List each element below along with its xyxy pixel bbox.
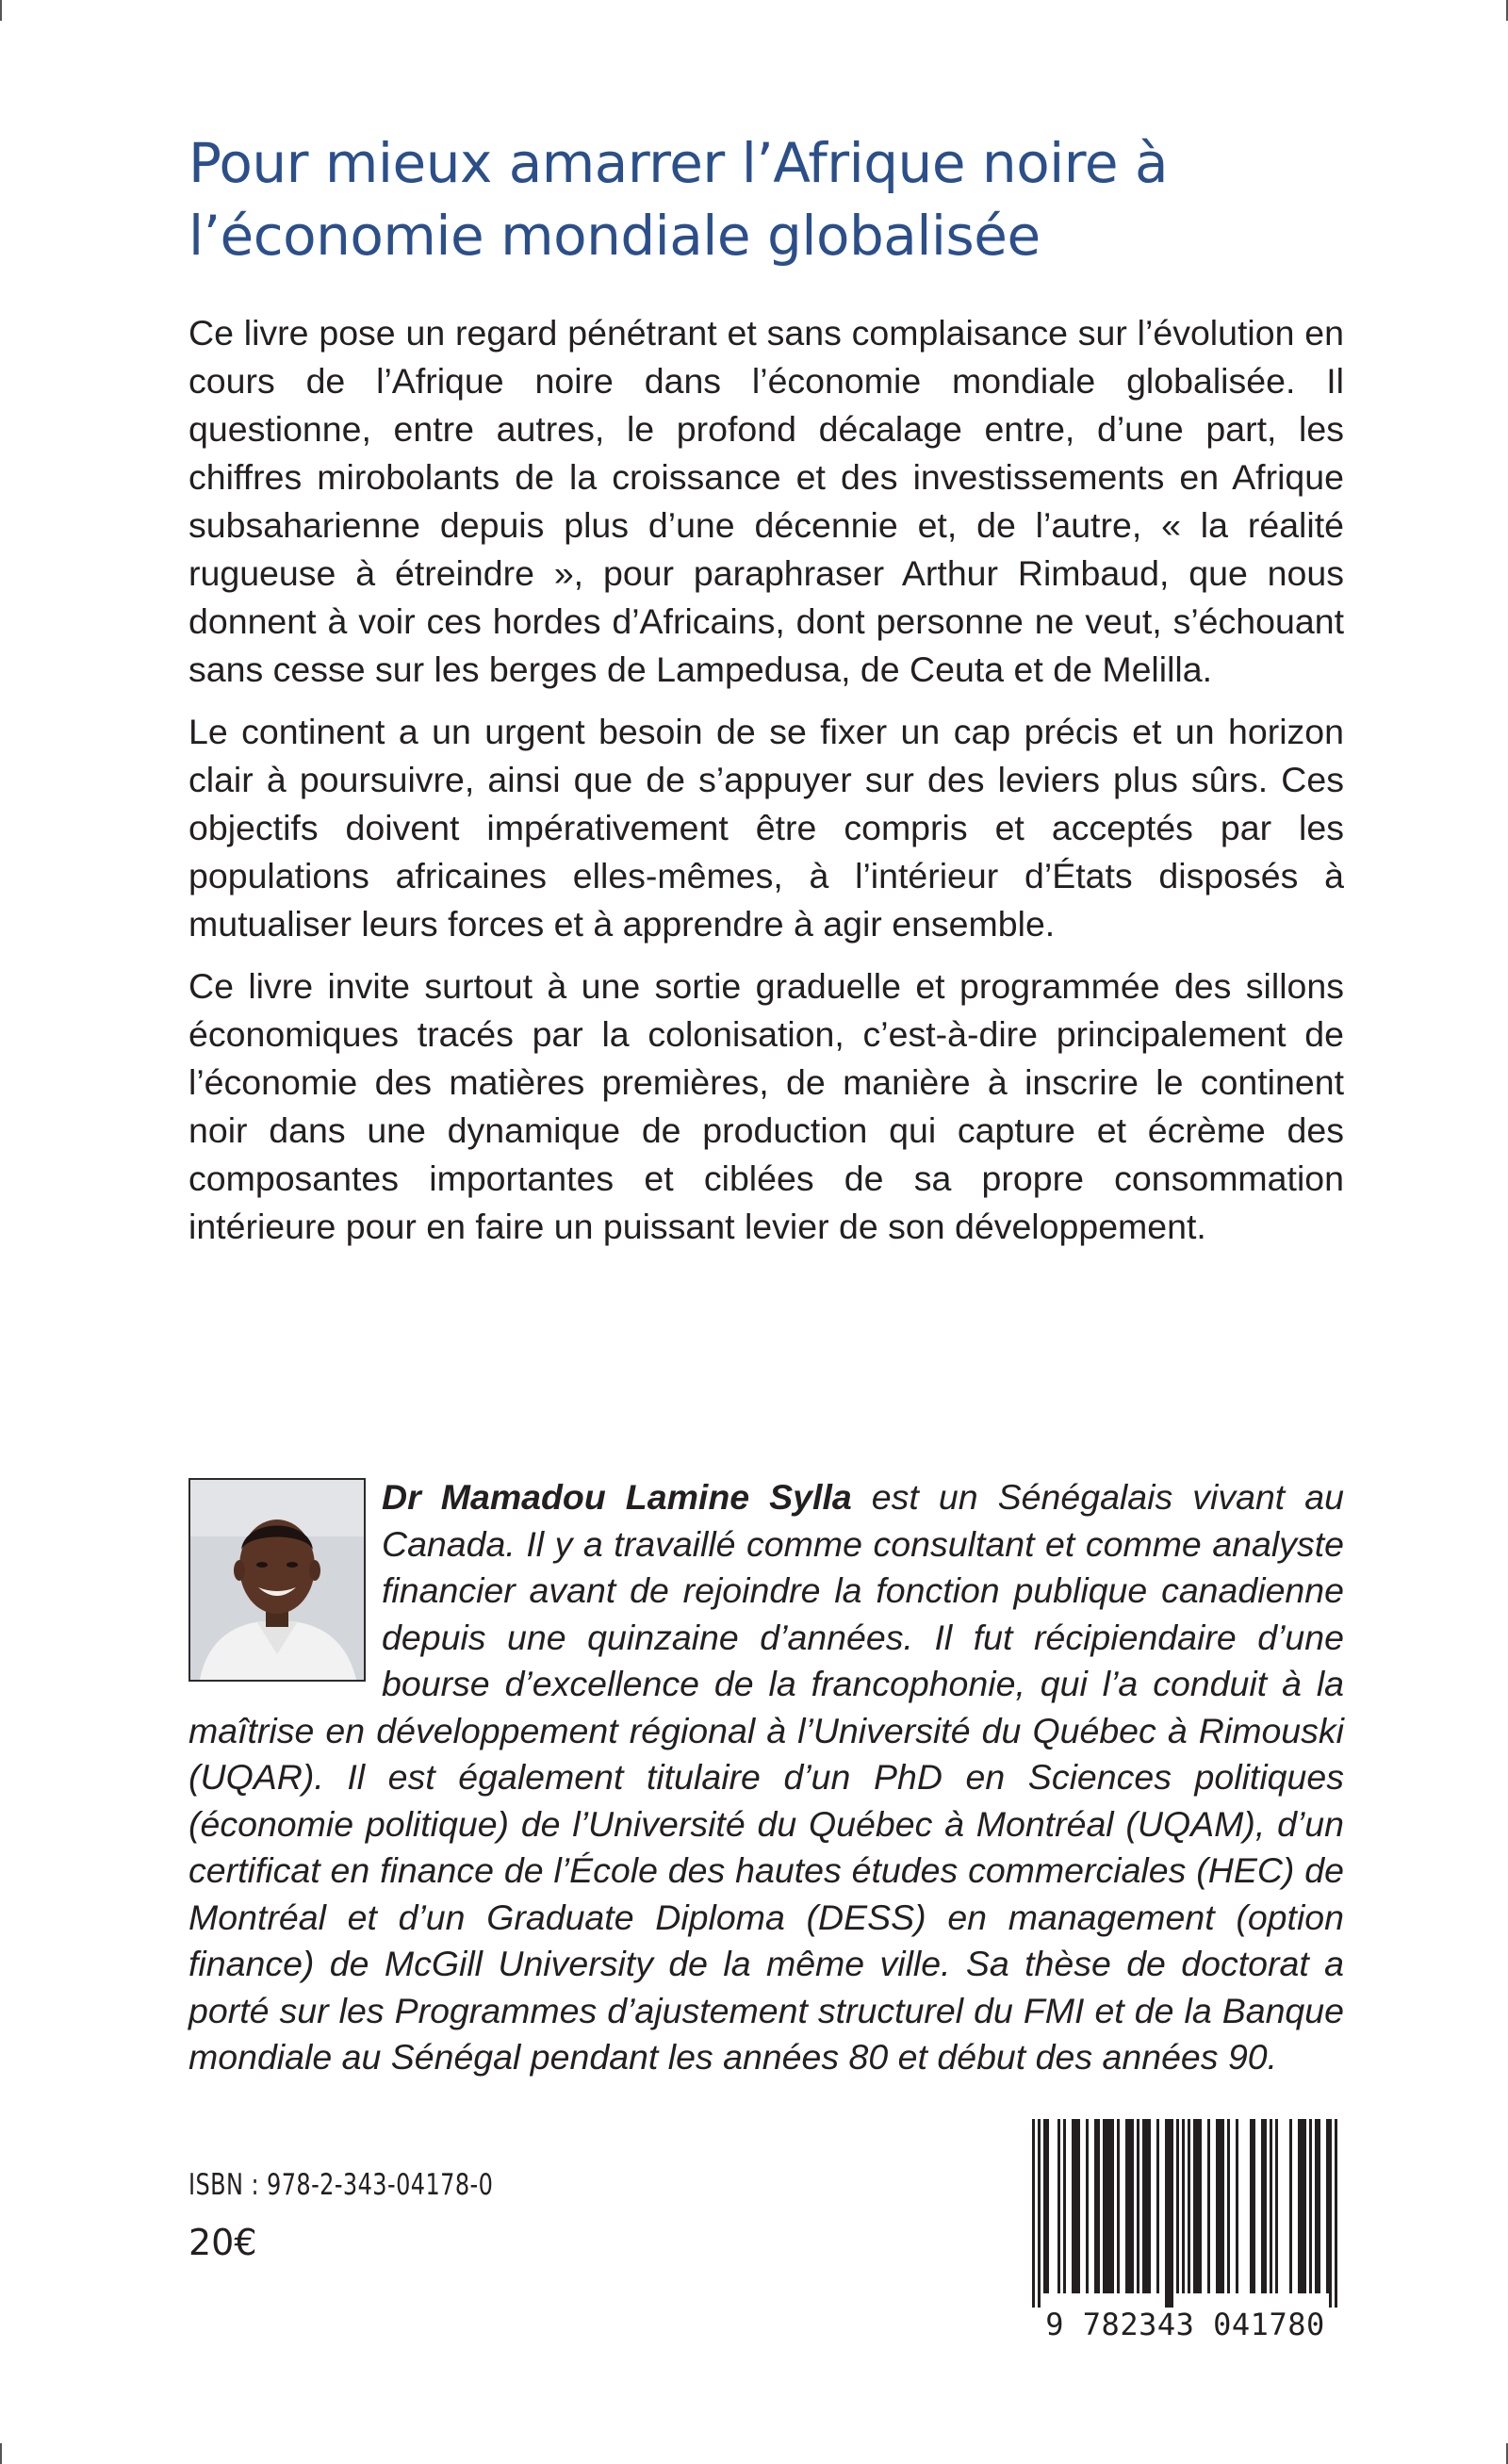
barcode-bar	[1097, 2119, 1100, 2293]
author-bio-text: est un Sénégalais vivant au Canada. Il y a travaillé comme consultant et comme analyste financier avant de rejoindre la fonction publique canadienne depuis une quinzaine d’années. Il fut récipiendaire d’une bourse d’excellence de la francophonie, qui l’a conduit à la maîtrise en développement régional à l’Université du Québec à Rimouski (UQAR). Il est également titulaire d’un PhD en Sciences politiques (économie politique) de l’Université du Québec à Montréal (UQAM), d’un certificat en finance de l’École des hautes études commerciales (HEC) de Montréal et d’un Graduate Diploma (DESS) en management (option finance) de McGill University de la même ville. Sa thèse de doctorat a porté sur les Programmes d’ajustement structurel du FMI et de la Banque mondiale au Sénégal pendant les années 80 et début des années 90.	[188, 1477, 1344, 2077]
barcode-bar	[1145, 2119, 1148, 2293]
barcode-bar	[1168, 2119, 1171, 2308]
barcode-bar	[1193, 2119, 1196, 2293]
barcode-bar	[1057, 2119, 1060, 2293]
price-label: 20€	[188, 2222, 257, 2263]
barcode-bar	[1298, 2119, 1301, 2293]
barcode-bar	[1207, 2119, 1210, 2293]
barcode-bar	[1182, 2119, 1185, 2293]
barcode-bar	[1301, 2119, 1303, 2293]
barcode-bar	[1309, 2119, 1312, 2293]
barcode-bar	[1074, 2119, 1077, 2293]
barcode-bar	[1176, 2119, 1179, 2293]
barcode-bar	[1142, 2119, 1145, 2293]
crop-mark-bottom-left	[0, 2443, 2, 2464]
barcode-bar	[1148, 2119, 1151, 2293]
barcode-bar	[1072, 2119, 1074, 2293]
barcode-bar	[1111, 2119, 1114, 2293]
barcode-bar	[1318, 2119, 1320, 2293]
book-description	[188, 309, 1344, 1265]
photo-spacer	[188, 1474, 382, 1704]
barcode-bar	[1077, 2119, 1080, 2293]
barcode-bar	[1038, 2119, 1041, 2308]
barcode-bar	[1156, 2119, 1159, 2293]
barcode-bar	[1128, 2119, 1131, 2293]
barcode-bar	[1199, 2119, 1202, 2293]
book-title: Pour mieux amarrer l’Afrique noire à l’économie mondiale globalisée	[188, 131, 1169, 268]
barcode-bar	[1253, 2119, 1255, 2293]
barcode-bar	[1125, 2119, 1128, 2293]
barcode-bar	[1171, 2119, 1173, 2308]
barcode-bar	[1264, 2119, 1267, 2293]
barcode-bar	[1326, 2119, 1329, 2293]
barcode-bar	[1216, 2119, 1219, 2293]
barcode-bar	[1335, 2119, 1337, 2308]
barcode-bar	[1227, 2119, 1230, 2293]
barcode-bar	[1103, 2119, 1106, 2293]
description-paragraph-3: Ce livre invite surtout à une sortie graduelle et programmée des sillons économiques tracés par la colonisation, c’est-à-dire principalement de l’économie des matières premières, de manière à inscrire le continent noir dans une dynamique de production qui capture et écrème des composantes importantes et ciblées de sa propre consommation intérieure pour en faire un puissant levier de son développement.	[188, 966, 1344, 1246]
barcode-digits: 9 782343 041780	[1045, 2307, 1325, 2342]
barcode-bar	[1188, 2119, 1190, 2293]
barcode-bar	[1108, 2119, 1111, 2293]
author-name: Dr Mamadou Lamine Sylla	[382, 1477, 852, 1517]
barcode	[1023, 2119, 1348, 2355]
barcode-bar	[1303, 2119, 1306, 2293]
barcode-bar	[1043, 2119, 1046, 2293]
isbn-label: ISBN : 978-2-343-04178-0	[188, 2168, 494, 2202]
crop-mark-top-left	[0, 0, 2, 21]
barcode-bar	[1137, 2119, 1139, 2293]
barcode-bar	[1250, 2119, 1253, 2293]
barcode-bar	[1315, 2119, 1318, 2293]
barcode-bar	[1063, 2119, 1066, 2293]
barcode-bar	[1219, 2119, 1221, 2293]
barcode-bar	[1032, 2119, 1035, 2308]
barcode-bar	[1196, 2119, 1199, 2293]
barcode-bar	[1236, 2119, 1238, 2293]
barcode-bar	[1086, 2119, 1089, 2293]
barcode-bar	[1131, 2119, 1134, 2293]
barcode-bar	[1275, 2119, 1278, 2293]
barcode-bar	[1270, 2119, 1272, 2293]
barcode-bar	[1165, 2119, 1168, 2308]
barcode-bar	[1221, 2119, 1224, 2293]
barcode-bars	[1023, 2119, 1348, 2308]
barcode-bar	[1106, 2119, 1108, 2293]
barcode-bar	[1046, 2119, 1049, 2293]
description-paragraph-2: Le continent a un urgent besoin de se fixer un cap précis et un horizon clair à poursuivre, ainsi que de s’appuyer sur des leviers plus sûrs. Ces objectifs doivent impérativement être compris et acceptés par les populations africaines elles-mêmes, à l’intérieur d’États disposés à mutualiser leurs forces et à apprendre à agir ensemble.	[188, 712, 1344, 944]
barcode-bar	[1117, 2119, 1120, 2293]
author-bio	[188, 1474, 1344, 2081]
description-paragraph-1: Ce livre pose un regard pénétrant et sans complaisance sur l’évolution en cours de l’Afrique noire dans l’économie mondiale globalisée. Il questionne, entre autres, le profond décalage entre, d’une part, les chiffres mirobolants de la croissance et des investissements en Afrique subsaharienne depuis plus d’une décennie et, de l’autre, « la réalité rugueuse à étreindre », pour paraphraser Arthur Rimbaud, que nous donnent à voir ces hordes d’Africains, dont personne ne veut, s’échouant sans cesse sur les berges de Lampedusa, de Ceuta et de Melilla.	[188, 313, 1344, 689]
barcode-bar	[1094, 2119, 1097, 2293]
barcode-bar	[1289, 2119, 1292, 2293]
barcode-bar	[1329, 2119, 1332, 2308]
barcode-bar	[1261, 2119, 1264, 2293]
